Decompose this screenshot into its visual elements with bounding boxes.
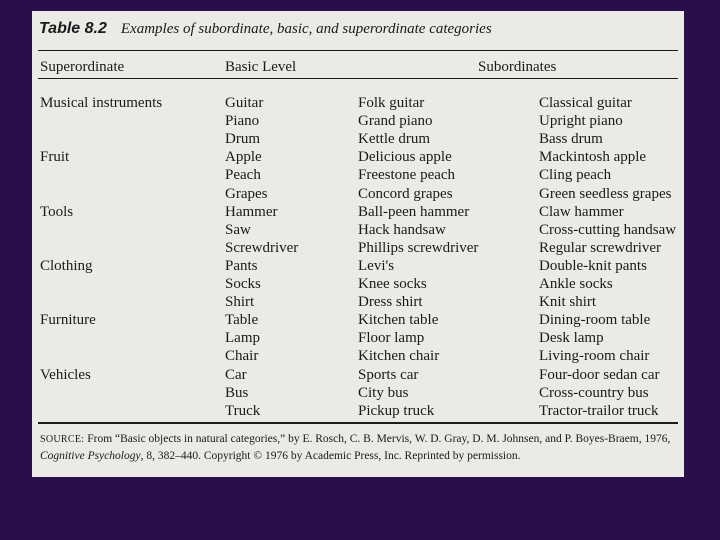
cell-subordinate-1: Kettle drum <box>358 131 431 148</box>
bottom-rule <box>38 422 678 424</box>
source-note <box>40 431 676 465</box>
cell-basic-level: Saw <box>225 221 251 238</box>
table-row <box>32 329 684 347</box>
cell-subordinate-1: Levi's <box>358 257 395 274</box>
cell-basic-level: Car <box>225 366 247 383</box>
cell-basic-level: Peach <box>225 167 261 184</box>
table-row <box>32 148 684 166</box>
cell-subordinate-1: Sports car <box>358 366 419 383</box>
cell-subordinate-1: Hack handsaw <box>358 221 446 238</box>
table-row <box>32 112 684 130</box>
cell-subordinate-2: Knit shirt <box>539 294 597 311</box>
cell-superordinate: Musical instruments <box>40 95 163 111</box>
table-row <box>32 94 684 112</box>
table-row <box>32 293 684 311</box>
source-label: SOURCE: <box>40 434 85 445</box>
cell-subordinate-2: Classical guitar <box>539 95 632 111</box>
cell-subordinate-1: Kitchen table <box>358 312 439 329</box>
cell-subordinate-2: Mackintosh apple <box>539 149 647 166</box>
cell-basic-level: Lamp <box>225 330 260 347</box>
cell-subordinate-1: Dress shirt <box>358 294 423 311</box>
cell-subordinate-1: Kitchen chair <box>358 348 440 365</box>
cell-basic-level: Table <box>225 312 259 329</box>
cell-basic-level: Truck <box>225 402 261 419</box>
cell-subordinate-1: Freestone peach <box>358 167 456 184</box>
cell-basic-level: Hammer <box>225 203 278 220</box>
cell-subordinate-1: Concord grapes <box>358 185 453 202</box>
cell-subordinate-1: Knee socks <box>358 276 427 292</box>
table-row <box>32 221 684 239</box>
table-row <box>32 257 684 275</box>
cell-superordinate: Clothing <box>40 257 93 274</box>
cell-subordinate-2: Regular screwdriver <box>539 239 662 256</box>
cell-subordinate-2: Cross-cutting handsaw <box>539 221 677 238</box>
cell-subordinate-2: Desk lamp <box>539 330 604 347</box>
table-row <box>32 347 684 365</box>
cell-superordinate: Tools <box>40 203 74 220</box>
cell-subordinate-2: Ankle socks <box>539 276 613 292</box>
cell-subordinate-1: Delicious apple <box>358 149 452 166</box>
cell-basic-level: Screwdriver <box>225 239 299 256</box>
cell-basic-level: Apple <box>225 149 262 166</box>
cell-subordinate-2: Upright piano <box>539 113 623 130</box>
cell-subordinate-2: Cling peach <box>539 167 612 184</box>
cell-subordinate-2: Green seedless grapes <box>539 185 672 202</box>
cell-basic-level: Bus <box>225 384 249 401</box>
source-text-2: , 8, 382–440. Copyright © 1976 by Academic Press, Inc. Reprinted by permission. <box>140 450 521 462</box>
table-heading <box>39 20 492 38</box>
cell-subordinate-2: Dining-room table <box>539 312 651 329</box>
cell-superordinate: Fruit <box>40 149 70 166</box>
cell-superordinate: Vehicles <box>40 366 91 383</box>
source-text-1: From “Basic objects in natural categories,” by E. Rosch, C. B. Mervis, W. D. Gray, D. M. Johnsen, and P. Boyes-Braem, 1976, <box>87 433 671 445</box>
cell-superordinate: Furniture <box>40 312 96 329</box>
header-basic-level: Basic Level <box>225 59 297 75</box>
source-journal: Cognitive Psychology <box>40 450 141 462</box>
cell-subordinate-2: Claw hammer <box>539 203 624 220</box>
cell-subordinate-2: Four-door sedan car <box>539 366 660 383</box>
table-row <box>32 203 684 221</box>
cell-subordinate-1: Phillips screwdriver <box>358 239 479 256</box>
header-rule <box>38 78 678 79</box>
cell-subordinate-1: City bus <box>358 384 409 401</box>
cell-basic-level: Pants <box>225 257 258 274</box>
cell-subordinate-1: Grand piano <box>358 113 433 130</box>
header-subordinates: Subordinates <box>478 59 557 75</box>
cell-subordinate-1: Pickup truck <box>358 402 435 419</box>
cell-subordinate-2: Living-room chair <box>539 348 650 365</box>
cell-basic-level: Drum <box>225 131 260 148</box>
table-row <box>32 311 684 329</box>
cell-subordinate-1: Floor lamp <box>358 330 425 347</box>
cell-subordinate-1: Ball-peen hammer <box>358 203 470 220</box>
cell-basic-level: Shirt <box>225 294 255 311</box>
cell-subordinate-2: Bass drum <box>539 131 603 148</box>
table-row <box>32 239 684 257</box>
header-superordinate: Superordinate <box>40 59 125 75</box>
table-number: Table 8.2 <box>39 20 107 37</box>
cell-subordinate-2: Tractor-trailor truck <box>539 402 659 419</box>
table-row <box>32 185 684 203</box>
table-row <box>32 275 684 293</box>
table-row <box>32 166 684 184</box>
textbook-page <box>32 11 684 477</box>
cell-basic-level: Guitar <box>225 95 264 111</box>
top-rule <box>38 50 678 51</box>
table-row <box>32 384 684 402</box>
cell-basic-level: Socks <box>225 276 261 292</box>
table-row <box>32 130 684 148</box>
table-title: Examples of subordinate, basic, and superordinate categories <box>120 21 492 37</box>
table-row <box>32 366 684 384</box>
cell-subordinate-2: Cross-country bus <box>539 384 649 401</box>
cell-basic-level: Chair <box>225 348 259 365</box>
cell-subordinate-1: Folk guitar <box>358 95 425 111</box>
cell-basic-level: Piano <box>225 113 260 130</box>
cell-basic-level: Grapes <box>225 185 268 202</box>
table-row <box>32 402 684 420</box>
cell-subordinate-2: Double-knit pants <box>539 257 647 274</box>
